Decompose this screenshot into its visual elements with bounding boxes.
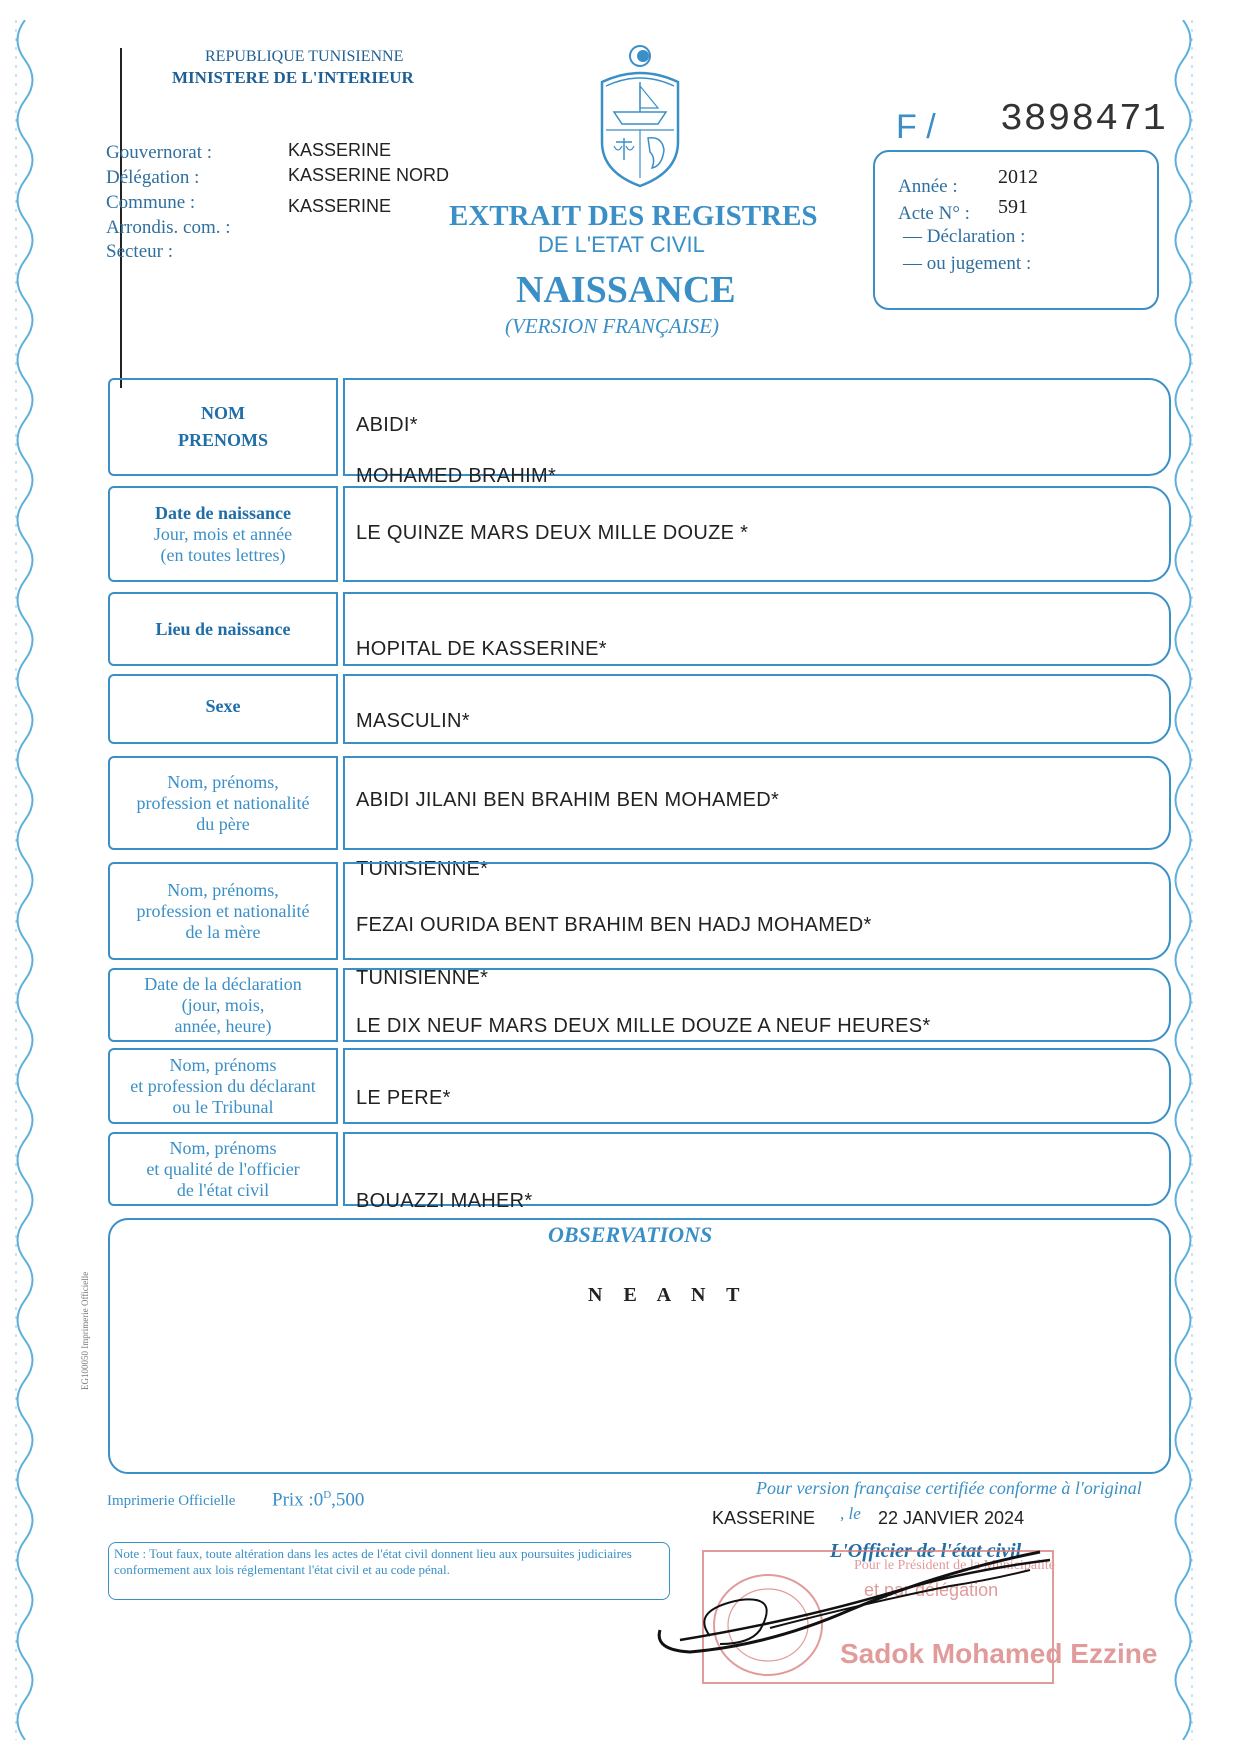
price-end: ,500 <box>331 1489 365 1511</box>
date-naissance-sublabel: Jour, mois et année <box>153 523 293 544</box>
nom-value: ABIDI* <box>356 414 418 436</box>
gouvernorat-value: KASSERINE <box>288 140 392 160</box>
mere-value: FEZAI OURIDA BENT BRAHIM BEN HADJ MOHAMED* <box>356 914 872 936</box>
republic-label: REPUBLIQUE TUNISIENNE <box>205 48 404 65</box>
certified-text: Pour version française certifiée conforme à l'original <box>756 1478 1142 1498</box>
date-value: 22 JANVIER 2024 <box>878 1508 1025 1528</box>
declaration-label-2: (jour, mois, <box>181 994 265 1015</box>
sexe-label: Sexe <box>205 696 241 716</box>
officer-title: L'Officier de l'état civil <box>830 1540 1022 1562</box>
declarant-value-cell <box>343 1048 1171 1124</box>
price-label <box>272 1489 364 1511</box>
lieu-naissance-label: Lieu de naissance <box>155 618 291 639</box>
declarant-label-2: et profession du déclarant <box>130 1075 316 1096</box>
nom-label: NOM <box>201 403 245 423</box>
mere-nationalite: TUNISIENNE* <box>356 967 489 989</box>
acte-label: Acte N° : <box>898 203 970 224</box>
officier-label-cell <box>108 1132 338 1206</box>
sexe-value-cell <box>343 674 1171 744</box>
title-line2: DE L'ETAT CIVIL <box>538 232 705 257</box>
date-naissance-label-cell <box>108 486 338 582</box>
stamp-line2: et par délégation <box>864 1580 999 1600</box>
coat-of-arms-emblem <box>592 42 688 190</box>
secteur-label: Secteur : <box>106 241 174 262</box>
officier-label-2: et qualité de l'officier <box>146 1158 300 1179</box>
mere-value-cell <box>343 862 1171 960</box>
declaration-label-cell <box>108 968 338 1042</box>
title-naissance: NAISSANCE <box>516 269 736 311</box>
pere-label-3: du père <box>196 813 250 834</box>
pere-label-cell <box>108 756 338 850</box>
mere-label-2: profession et nationalité <box>136 900 310 921</box>
stamp-name: Sadok Mohamed Ezzine <box>840 1638 1158 1669</box>
pere-nationalite: TUNISIENNE* <box>356 858 489 880</box>
price-unit: D <box>323 1489 332 1501</box>
declaration-label-1: Date de la déclaration <box>144 973 302 994</box>
note-text: Note : Tout faux, toute altération dans les actes de l'état civil donnent lieu aux poursuites judiciaires conformement aux lois réglementant l'état civil et au code pénal. <box>114 1546 632 1577</box>
pere-label-1: Nom, prénoms, <box>167 771 279 792</box>
nom-value-cell <box>343 378 1171 476</box>
declaration-label-3: année, heure) <box>174 1015 272 1036</box>
left-border-ornament <box>6 20 44 1740</box>
gouvernorat-label: Gouvernorat : <box>106 142 213 163</box>
declarant-label-3: ou le Tribunal <box>172 1096 274 1117</box>
officier-label-3: de l'état civil <box>176 1179 270 1200</box>
observations-box <box>108 1218 1171 1474</box>
jugement-label: — ou jugement : <box>903 253 1032 274</box>
pere-label-2: profession et nationalité <box>136 792 310 813</box>
delegation-label: Délégation : <box>106 167 200 188</box>
prenoms-value: MOHAMED BRAHIM* <box>356 465 557 487</box>
observations-title: OBSERVATIONS <box>548 1222 713 1247</box>
observations-value: N E A N T <box>588 1284 748 1306</box>
ministry-label: MINISTERE DE L'INTERIEUR <box>172 68 414 87</box>
annee-value: 2012 <box>998 166 1038 188</box>
serial-number: 3898471 <box>1000 98 1167 141</box>
annee-label: Année : <box>898 176 958 197</box>
le-label: , le <box>840 1504 861 1523</box>
commune-label: Commune : <box>106 192 196 213</box>
stamp-line1: Pour le Président de la Municipalité <box>854 1558 1056 1573</box>
signature-scribble <box>650 1540 1070 1660</box>
printer-label: Imprimerie Officielle <box>107 1493 236 1509</box>
serial-prefix: F / <box>896 108 936 146</box>
lieu-naissance-value: HOPITAL DE KASSERINE* <box>356 638 607 660</box>
nom-label-cell <box>108 378 338 476</box>
arrondissement-label: Arrondis. com. : <box>106 217 231 238</box>
acte-value: 591 <box>998 196 1028 218</box>
declarant-label-1: Nom, prénoms <box>169 1054 277 1075</box>
title-line1: EXTRAIT DES REGISTRES <box>449 200 818 232</box>
delegation-value: KASSERINE NORD <box>288 165 450 185</box>
lieu-naissance-label-cell <box>108 592 338 666</box>
prenoms-label: PRENOMS <box>178 430 268 450</box>
date-naissance-sublabel2: (en toutes lettres) <box>160 544 286 565</box>
side-printer-code: EG100050 Imprimerie Officielle <box>80 1271 90 1390</box>
declaration-label: — Déclaration : <box>903 226 1026 247</box>
sexe-value: MASCULIN* <box>356 710 470 732</box>
title-version: (VERSION FRANÇAISE) <box>505 314 720 338</box>
mere-label-3: de la mère <box>185 921 261 942</box>
commune-value: KASSERINE <box>288 196 392 216</box>
sexe-label-cell <box>108 674 338 744</box>
date-naissance-label: Date de naissance <box>155 502 291 523</box>
date-naissance-value: LE QUINZE MARS DEUX MILLE DOUZE * <box>356 522 749 544</box>
officier-value: BOUAZZI MAHER* <box>356 1190 533 1212</box>
pere-value: ABIDI JILANI BEN BRAHIM BEN MOHAMED* <box>356 789 780 811</box>
mere-label-cell <box>108 862 338 960</box>
mere-label-1: Nom, prénoms, <box>167 879 279 900</box>
declarant-label-cell <box>108 1048 338 1124</box>
declaration-value: LE DIX NEUF MARS DEUX MILLE DOUZE A NEUF HEURES* <box>356 1015 931 1037</box>
officier-label-1: Nom, prénoms <box>169 1137 277 1158</box>
place-value: KASSERINE <box>712 1508 816 1528</box>
declarant-value: LE PERE* <box>356 1087 451 1109</box>
price-text: Prix :0 <box>272 1489 324 1511</box>
